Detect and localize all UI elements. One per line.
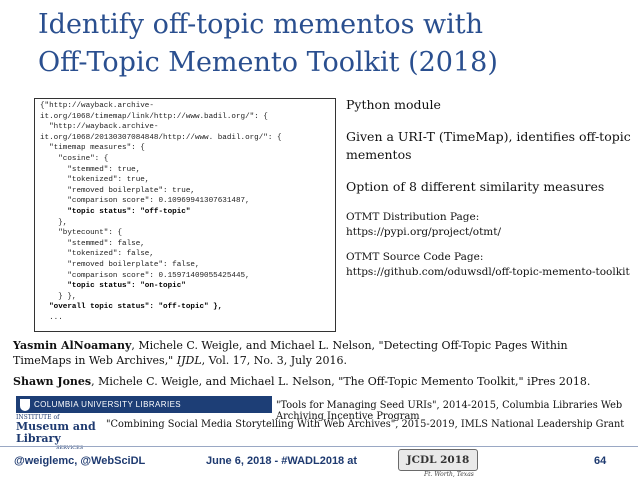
footer-event: June 6, 2018 - #WADL2018 at bbox=[206, 455, 358, 467]
code-line: "cosine": { bbox=[40, 154, 109, 163]
title-line-2: Off-Topic Memento Toolkit (2018) bbox=[38, 47, 498, 78]
reference-2-text: , Michele C. Weigle, and Michael L. Nelson, "The Off-Topic Memento Toolkit," iPres 2018. bbox=[91, 375, 591, 388]
code-line: "tokenized": false, bbox=[40, 250, 154, 259]
code-line: ... bbox=[40, 313, 63, 322]
feature-python-module: Python module bbox=[346, 97, 441, 112]
reference-1 bbox=[13, 338, 625, 368]
code-line: it.org/1068/20130307084848/http://www. badil.org/": { bbox=[40, 133, 282, 142]
code-line: "http://wayback.archive- bbox=[40, 123, 159, 132]
reference-1-journal: IJDL bbox=[176, 354, 202, 367]
jcdl-logo: JCDL 2018 bbox=[398, 449, 478, 471]
columbia-logo-text: COLUMBIA UNIVERSITY LIBRARIES bbox=[34, 400, 182, 409]
reference-1-text-end: , Vol. 17, No. 3, July 2016. bbox=[201, 354, 347, 367]
slide-footer bbox=[0, 446, 638, 480]
source-page bbox=[346, 250, 631, 280]
code-line: } }, bbox=[40, 292, 77, 301]
reference-2 bbox=[13, 374, 625, 389]
columbia-libraries-logo bbox=[16, 396, 272, 413]
page-number: 64 bbox=[594, 455, 607, 467]
distribution-url[interactable]: https://pypi.org/project/otmt/ bbox=[346, 226, 502, 238]
reference-2-author: Shawn Jones bbox=[13, 375, 92, 388]
json-output-box bbox=[34, 98, 336, 332]
imls-logo-line-2: Museum and Library bbox=[16, 420, 96, 445]
source-label: OTMT Source Code Page: bbox=[346, 251, 484, 263]
source-url[interactable]: https://github.com/oduwsdl/off-topic-memento-toolkit bbox=[346, 266, 630, 278]
crown-shield-icon bbox=[20, 399, 30, 411]
code-line: "topic status": "on-topic" bbox=[40, 282, 186, 291]
code-line: "timemap measures": { bbox=[40, 144, 145, 153]
code-line: "removed boilerplate": false, bbox=[40, 260, 200, 269]
title-line-1: Identify off-topic mementos with bbox=[38, 9, 484, 40]
distribution-page bbox=[346, 210, 631, 240]
code-line: "comparison score": 0.15971409055425445, bbox=[40, 271, 250, 280]
code-line: it.org/1068/timemap/link/http://www.badil.org/": { bbox=[40, 112, 268, 121]
reference-1-text: , Michele C. Weigle, and Michael L. Nelson, "Detecting Off-Topic Pages Within TimeMaps in Web Archives," bbox=[13, 339, 568, 367]
slide-title bbox=[38, 6, 628, 82]
json-code bbox=[40, 101, 335, 323]
jcdl-logo-subtitle: Ft. Worth, Texas bbox=[424, 471, 474, 478]
code-line: "stemmed": false, bbox=[40, 239, 145, 248]
imls-logo-line-3: SERVICES bbox=[56, 445, 84, 451]
code-line: "removed boilerplate": true, bbox=[40, 186, 195, 195]
distribution-label: OTMT Distribution Page: bbox=[346, 211, 480, 223]
feature-similarity: Option of 8 different similarity measures bbox=[346, 179, 605, 194]
code-line: "comparison score": 0.10969941307631487, bbox=[40, 197, 250, 206]
code-line: "stemmed": true, bbox=[40, 165, 141, 174]
feature-identifies: Given a URI-T (TimeMap), identifies off-topic mementos bbox=[346, 129, 631, 162]
imls-logo bbox=[16, 414, 96, 451]
code-line: "topic status": "off-topic" bbox=[40, 207, 191, 216]
grant-columbia: "Tools for Managing Seed URIs", 2014-2015, Columbia Libraries Web Archiving Incentive Program bbox=[276, 400, 623, 422]
reference-1-author: Yasmin AlNoamany bbox=[13, 339, 132, 352]
feature-list bbox=[346, 96, 631, 290]
code-line: "bytecount": { bbox=[40, 229, 123, 238]
code-line: {"http://wayback.archive- bbox=[40, 102, 154, 110]
code-line: "overall topic status": "off-topic" }, bbox=[40, 303, 223, 312]
footer-handles: @weiglemc, @WebSciDL bbox=[14, 455, 146, 467]
code-line: }, bbox=[40, 218, 68, 227]
grant-imls: "Combining Social Media Storytelling With Web Archives", 2015-2019, IMLS National Leadership Grant bbox=[106, 419, 625, 430]
code-line: "tokenized": true, bbox=[40, 176, 150, 185]
imls-logo-line-1: INSTITUTE of bbox=[16, 414, 60, 421]
